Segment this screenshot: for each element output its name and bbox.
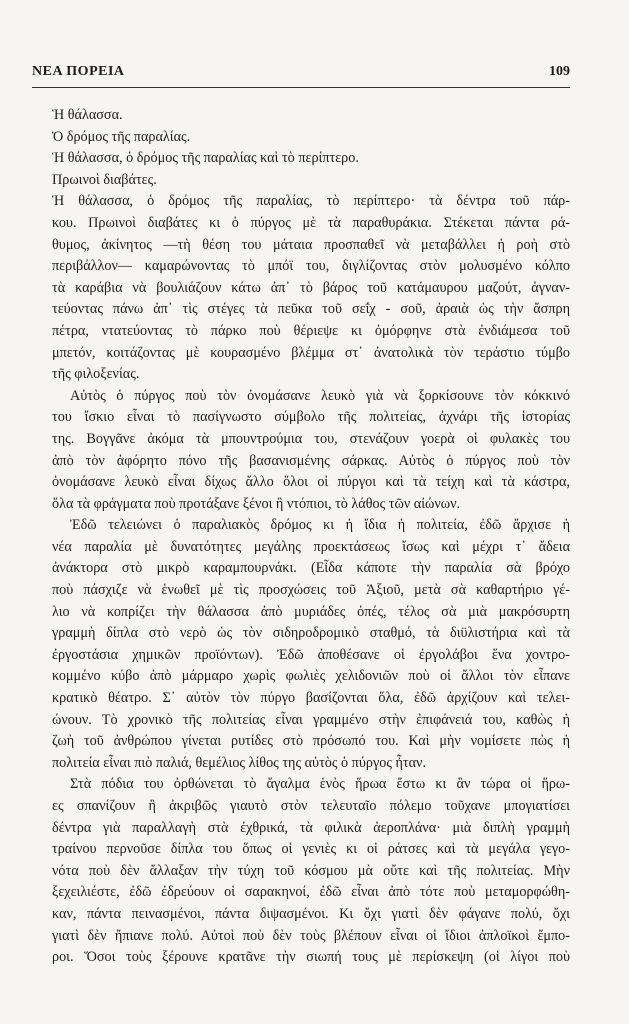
text-line: πέτρα, ντατεύοντας τὸ πάρκο ποὺ θέριεψε κι ὀμόρφηνε στὰ ἐνδιάμεσα τοῦ (52, 322, 570, 339)
text-line: δέντρα γιὰ παραλλαγὴ στὰ ἐχθρικά, τὰ φιλικὰ ἀεροπλάνα· μιὰ διπλὴ γραμμὴ (52, 819, 570, 836)
text-line: γραμμὴ δίπλα στὸ νερὸ ὡς τὸν σιδηροδρομικὸ σταθμό, τὰ διϋλιστήρια καὶ τὰ (52, 625, 570, 642)
text-line: νέα παραλία μὲ δυνατότητες μεγάλης προεκτάσεως ἴσως καὶ μέχρι τ᾽ ἄδεια (52, 538, 570, 555)
text-line: Ὁ δρόμος τῆς παραλίας. (52, 128, 191, 145)
text-line: Πρωινοὶ διαβάτες. (52, 171, 157, 188)
text-line: ποὺ πάσχιζε νὰ ἑνωθεῖ μὲ τὶς προσχώσεις τοῦ Ἀξιοῦ, μετὰ σὰ καθαρτήριο γέ- (52, 582, 570, 599)
text-line: νότα ποὺ δὲν ἄλλαξαν τὴν τύχη τοῦ κόσμου μὰ οὔτε καὶ τῆς πολιτείας. Μὴν (52, 862, 570, 879)
text-line: ξεχειλιέστε, ἐδῶ ἐδρεύουν οἱ σαρακηνοί, ἐδῶ εἶναι ἀπὸ τότε ποὺ μεταμορφώθη- (52, 884, 570, 901)
text-line: Ἡ θάλασσα, ὁ δρόμος τῆς παραλίας, τὸ περίπτερο· τὰ δέντρα τοῦ πάρ- (52, 193, 570, 210)
text-line: μπετόν, κοιτάζοντας μὲ κουρασμένο βλέμμα στ᾽ ἀνατολικὰ τὸν τεράστιο τύμβο (52, 344, 570, 361)
text-line: κου. Πρωινοὶ διαβάτες κι ὁ πύργος μὲ τὰ παραθυράκια. Στέκεται πάντα ρά- (52, 214, 570, 231)
text-line: Ἡ θάλασσα, ὁ δρόμος τῆς παραλίας καὶ τὸ περίπτερο. (52, 150, 359, 167)
text-line: ὀνομάσανε λευκὸ εἶναι δίχως ἄλλο ὅλοι οἱ πύργοι καὶ τὰ τείχη καὶ τὰ κάστρα, (52, 474, 570, 491)
running-header (32, 60, 570, 84)
page-number: 109 (549, 64, 570, 79)
text-line: θυμος, ἀκίνητος —τὴ θέση του μάταια προσπαθεῖ νὰ μεταβάλλει ἡ ροὴ στὸ (52, 236, 570, 253)
text-line: ες σπανίζουν ἢ ἀκριβῶς γιαυτὸ στὸν τελευταῖο πόλεμο τοῦχανε μπογιατίσει (52, 798, 570, 814)
text-line: πολιτεία εἶναι πιὸ παλιά, θεμέλιος λίθος της αὐτὸς ὁ πύργος ἦταν. (52, 754, 426, 771)
body-text (52, 105, 570, 969)
text-line: τραίνου περνοῦσε δίπλα του ὅπως οἱ γενιὲς κι οἱ ράτσες καὶ τὰ μεγάλα γεγο- (52, 841, 570, 858)
text-line: του ἴσκιο εἶναι τὸ πασίγνωστο σύμβολο τῆς πολιτείας, ἀχνάρι τῆς ἱστορίας (52, 409, 570, 426)
text-line: λιο νὰ κοπρίζει τὴν θάλασσα ἀπὸ μυριάδες ὀπές, τέλος σὰ μιὰ μακρόσυρτη (52, 603, 570, 620)
header-rule (32, 87, 570, 88)
text-line: τεύοντας πάνω ἀπ᾽ τὶς στέγες τὰ πεῦκα τοῦ σεΐχ - σοῦ, ἀραιὰ ὡς τὴν ἄσπρη (52, 301, 570, 318)
text-line: ἐργοστάσια χημικῶν προϊόντων). Ἐδῶ ἀποθέσανε οἱ ἐργολάβοι ἕνα χοντρο- (52, 646, 570, 663)
text-line: της. Βογγᾶνε ἀκόμα τὰ μπουντρούμια του, στενάζουν γοερὰ οἱ φυλακὲς του (52, 430, 570, 447)
text-line: Ἡ θάλασσα. (52, 107, 123, 123)
text-line: καν, πάντα πεινασμένοι, πάντα διψασμένοι. Κι ὄχι γιατὶ δὲν φάγανε πολύ, ὄχι (52, 905, 570, 922)
text-line: ζωὴ τοῦ ἀνθρώπου γίνεται ρυτίδες στὸ πρόσωπό του. Καὶ μὴν νομίσετε πὼς ἡ (52, 733, 570, 750)
text-line: ροι. Ὅσοι τοὺς ξέρουνε κρατᾶνε τὴν σιωπή τους μὲ περίσκεψη (οἱ λίγοι ποὺ (52, 949, 570, 966)
text-line: κρατικὸ θέατρο. Σ᾽ αὐτὸν τὸν πύργο βασίζονται ὅλα, ἐδῶ ἀρχίζουν καὶ τελει- (52, 690, 570, 707)
text-line: τὰ καράβια νὰ βουλιάζουν κάτω ἀπ᾽ τὸ βάρος τοῦ κατάμαυρου μαζούτ, ἀγναν- (52, 279, 570, 296)
text-line: Στὰ πόδια του ὀρθώνεται τὸ ἄγαλμα ἑνὸς ἥρωα ἔστω κι ἂν τώρα οἱ ἥρω- (70, 776, 570, 793)
text-line: ώνουν. Τὸ χρονικὸ τῆς πολιτείας εἶναι γραμμένο στὴν ἐπιφάνειά του, καθὼς ἡ (52, 711, 570, 728)
text-line: ὅλα τὰ φράγματα ποὺ προτάξανε ξένοι ἢ ντόπιοι, τὸ λάθος τῶν αἰώνων. (52, 495, 461, 512)
text-line: κομμένο κύβο ἀπὸ μάρμαρο χωρὶς φωλιὲς χελιδονιῶν ποὺ οἱ ἄλλοι τὸν εἶπανε (52, 668, 570, 685)
journal-title: ΝΕΑ ΠΟΡΕΙΑ (32, 64, 125, 79)
text-line: ἀπὸ τὸν ἀφόρητο πόνο τῆς βασανισμένης σάρκας. Αὐτὸς ὁ πύργος ποὺ τὸν (52, 452, 570, 469)
text-line: τῆς φιλοξενίας. (52, 366, 140, 383)
text-line: περιβάλλον— καμαρώνοντας τὸ μπόϊ του, διγλίζοντας στὸν μολυσμένο κόλπο (52, 258, 570, 275)
text-line: Ἐδῶ τελειώνει ὁ παραλιακὸς δρόμος κι ἡ ἴδια ἡ πολιτεία, ἐδῶ ἄρχισε ἡ (70, 517, 570, 534)
text-line: ἀνάκτορα στὸ μικρὸ καραμπουρνάκι. (Εἶδα κάποτε τὴν παραλία σὰ βρόχο (52, 560, 570, 577)
text-line: γιατὶ δὲν ἤπιανε πολύ. Αὐτοὶ ποὺ δὲν τοὺς βλέπουν εἶναι οἱ ἴδιοι ἀπλοϊκοὶ ἔμπο- (52, 927, 570, 944)
text-line: Αὐτὸς ὁ πύργος ποὺ τὸν ὀνομάσανε λευκὸ γιὰ νὰ ξορκίσουνε τὸν κόκκινό (70, 387, 570, 404)
